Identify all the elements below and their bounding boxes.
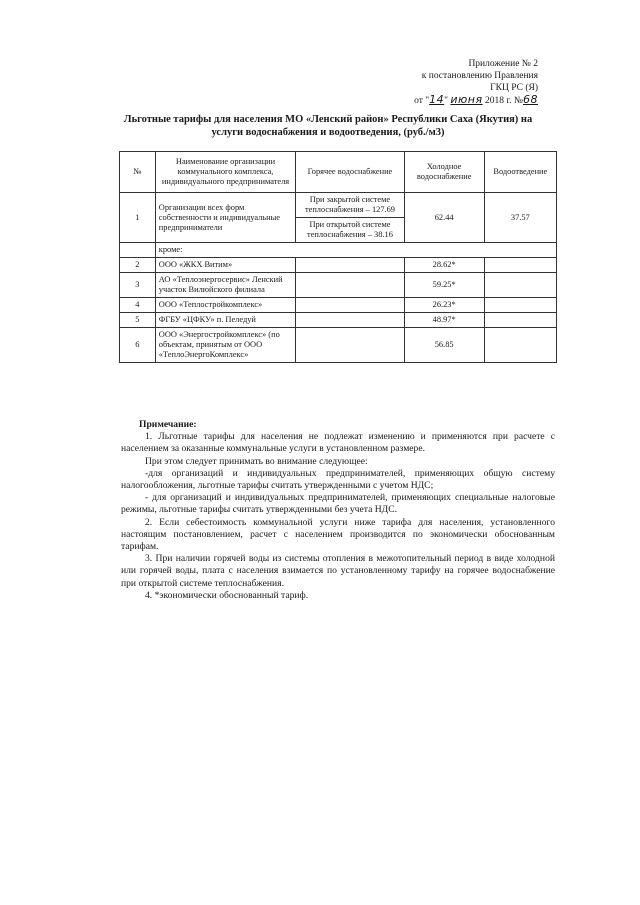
- note-paragraph: 2. Если себестоимость коммунальной услуги ниже тарифа для населения, установленного настоящим постановлением, расчет с населением производится по экономически обоснованным тарифам.: [121, 516, 555, 553]
- notes-heading: Примечание:: [139, 419, 197, 430]
- header-hot: Горячее водоснабжение: [296, 152, 404, 193]
- row-cold: 28.62*: [404, 258, 484, 273]
- note-paragraph: 3. При наличии горячей воды из системы отопления в межотопительный период в виде холодной или горячей воды, плата с населения взимается по установленному тарифу на горячее водоснабжение при открытой системе теплоснабжения.: [121, 553, 555, 589]
- row-cold: 59.25*: [404, 273, 484, 298]
- document-title: [118, 113, 538, 139]
- row-org: АО «Теплоэнергосервис» Ленский участок Вилюйского филиала: [155, 273, 295, 298]
- table-row: [120, 258, 557, 273]
- except-label: кроме:: [155, 243, 556, 258]
- table-row-except: [120, 243, 557, 258]
- header-sewer: Водоотведение: [484, 152, 556, 193]
- row-num: 5: [120, 313, 156, 328]
- table-row: [120, 193, 557, 243]
- header-num: №: [120, 152, 156, 193]
- tariff-table: [119, 151, 557, 363]
- header-org: Наименование организации коммунального комплекса, индивидуального предпринимателя: [155, 152, 295, 193]
- row-cold: 56.85: [404, 328, 484, 363]
- row-org: ООО «ЖКХ Витим»: [155, 258, 295, 273]
- row-hot: [296, 193, 404, 243]
- annex-title: Приложение № 2: [468, 59, 538, 69]
- row-num: 3: [120, 273, 156, 298]
- row-org: ООО «Теплостройкомплекс»: [155, 298, 295, 313]
- date-day: 14: [429, 93, 445, 106]
- note-paragraph: -для организаций и индивидуальных предпринимателей, применяющих общую систему налогообложения, льготные тарифы считать утвержденными с учетом НДС;: [121, 467, 555, 492]
- hot-closed-system: При закрытой системе теплоснабжения – 127.69: [304, 195, 395, 214]
- row-org: ФГБУ «ЦФКУ» п. Пеледуй: [155, 313, 295, 328]
- date-year: 2018 г. №: [484, 96, 523, 106]
- row-num: 4: [120, 298, 156, 313]
- row-org: ООО «Энергостройкомплекс» (по объектам, принятым от ООО «ТеплоЭнергоКомплекс»: [155, 328, 295, 363]
- annex-block: [414, 58, 538, 107]
- annex-reference: к постановлению Правления: [421, 71, 538, 81]
- table-header-row: [120, 152, 557, 193]
- date-quote: ": [444, 96, 449, 106]
- table-row: [120, 313, 557, 328]
- row-num: 6: [120, 328, 156, 363]
- note-paragraph: - для организаций и индивидуальных предпринимателей, применяющих специальные налоговые режимы, льготные тарифы считать утвержденными без учета НДС.: [121, 492, 555, 516]
- decree-number: 68: [523, 93, 538, 106]
- note-paragraph: 1. Льготные тарифы для населения не подлежат изменению и применяются при расчете с населением за оказанные коммунальные услуги в установленном размере.: [121, 431, 555, 455]
- title-line-2: услуги водоснабжения и водоотведения, (руб./м3): [211, 127, 445, 138]
- date-prefix: от ": [414, 96, 430, 106]
- row-cold: 26.23*: [404, 298, 484, 313]
- hot-open-system: При открытой системе теплоснабжения – 38.16: [296, 217, 403, 242]
- annex-authority: ГКЦ РС (Я): [490, 83, 538, 93]
- note-paragraph: 4. *экономически обоснованный тариф.: [145, 589, 309, 601]
- title-line-1: Льготные тарифы для населения МО «Ленский район» Республики Саха (Якутия) на: [123, 114, 533, 125]
- row-num: 1: [120, 193, 156, 243]
- table-row: [120, 298, 557, 313]
- note-paragraph: При этом следует принимать во внимание следующее:: [145, 455, 368, 467]
- row-num: 2: [120, 258, 156, 273]
- row-cold: 62.44: [404, 193, 484, 243]
- row-sewer: 37.57: [484, 193, 556, 243]
- header-cold: Холодное водоснабжение: [404, 152, 484, 193]
- row-cold: 48.97*: [404, 313, 484, 328]
- row-org: Организации всех форм собственности и индивидуальные предприниматели: [155, 193, 295, 243]
- annex-date-line: [414, 94, 538, 107]
- table-row: [120, 273, 557, 298]
- date-month: июня: [450, 93, 483, 106]
- table-row: [120, 328, 557, 363]
- notes-section: [121, 419, 555, 602]
